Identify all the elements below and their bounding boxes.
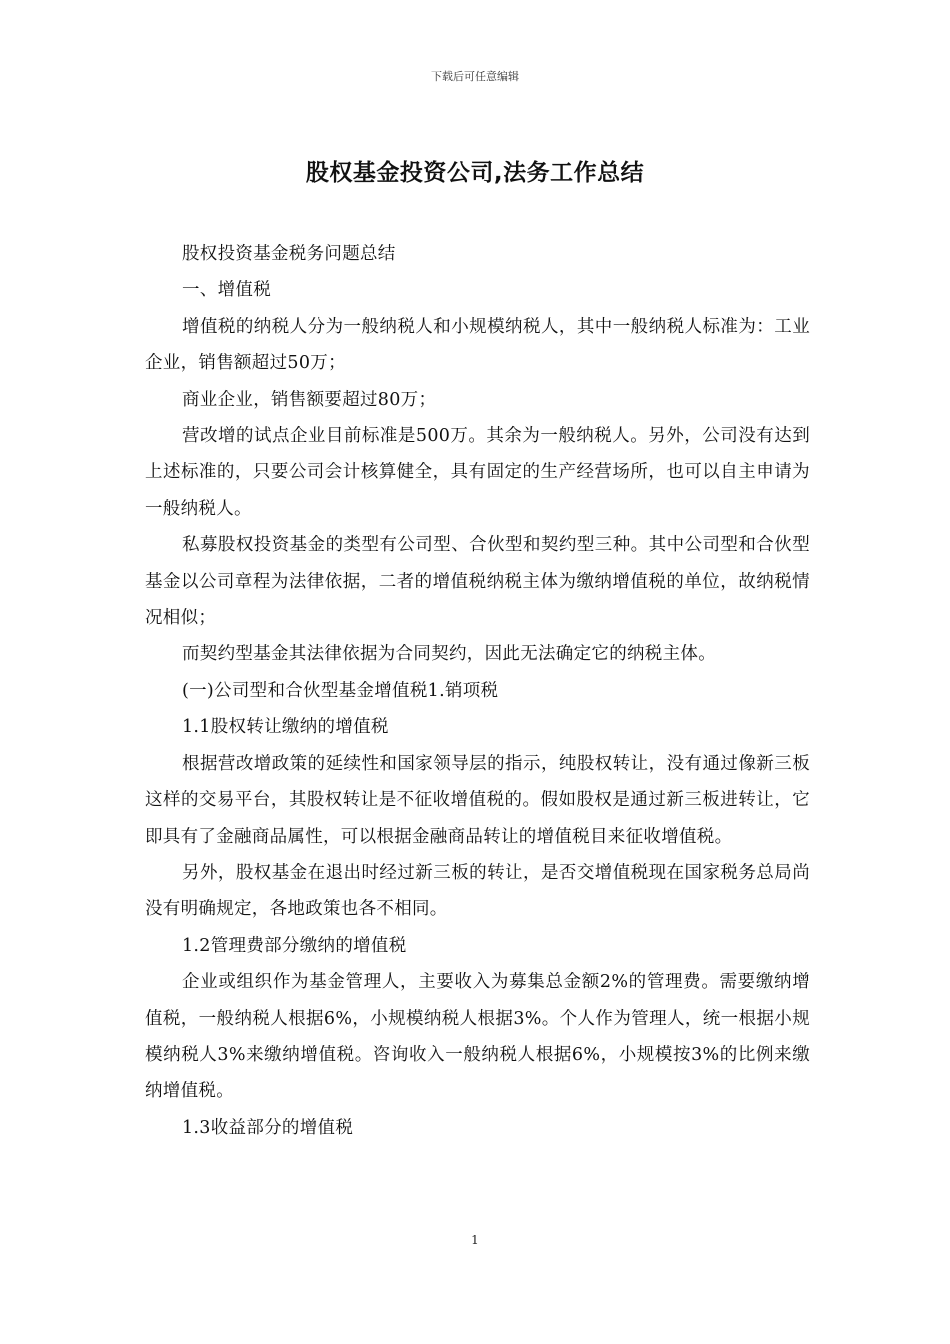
document-body [145,236,810,1146]
paragraph: 根据营改增政策的延续性和国家领导层的指示，纯股权转让，没有通过像新三板这样的交易平台，其股权转让是不征收增值税的。假如股权是通过新三板进转让，它即具有了金融商品属性，可以根据金融商品转让的增值税目来征收增值税。 [145,753,810,847]
page-header-note: 下载后可任意编辑 [431,70,519,83]
paragraph-subheading: (一)公司型和合伙型基金增值税1.销项税 [182,680,499,701]
document-title: 股权基金投资公司,法务工作总结 [305,160,645,186]
paragraph: 企业或组织作为基金管理人，主要收入为募集总金额2%的管理费。需要缴纳增值税，一般纳税人根据6%，小规模纳税人根据3%。个人作为管理人，统一根据小规模纳税人3%来缴纳增值税。咨询收入一般纳税人根据6%，小规模按3%的比例来缴纳增值税。 [145,972,810,1102]
paragraph-subheading: 1.1股权转让缴纳的增值税 [182,717,389,738]
paragraph: 营改增的试点企业目前标准是500万。其余为一般纳税人。另外，公司没有达到上述标准的，只要公司会计核算健全，具有固定的生产经营场所，也可以自主申请为一般纳税人。 [145,426,810,519]
paragraph: 私募股权投资基金的类型有公司型、合伙型和契约型三种。其中公司型和合伙型基金以公司章程为法律依据，二者的增值税纳税主体为缴纳增值税的单位，故纳税情况相似； [145,535,810,629]
paragraph: 另外，股权基金在退出时经过新三板的转让，是否交增值税现在国家税务总局尚没有明确规定，各地政策也各不相同。 [145,862,810,920]
paragraph: 商业企业，销售额要超过80万； [182,389,437,410]
paragraph-subheading: 1.3收益部分的增值税 [182,1117,354,1138]
page-number: 1 [471,1233,479,1247]
paragraph-subheading: 1.2管理费部分缴纳的增值税 [182,935,407,956]
paragraph-section-heading: 股权投资基金税务问题总结 [182,244,396,264]
paragraph-vat-heading: 一、增值税 [182,280,271,301]
paragraph: 而契约型基金其法律依据为合同契约，因此无法确定它的纳税主体。 [182,644,716,665]
paragraph: 增值税的纳税人分为一般纳税人和小规模纳税人，其中一般纳税人标准为：工业企业，销售额超过50万； [145,316,810,374]
